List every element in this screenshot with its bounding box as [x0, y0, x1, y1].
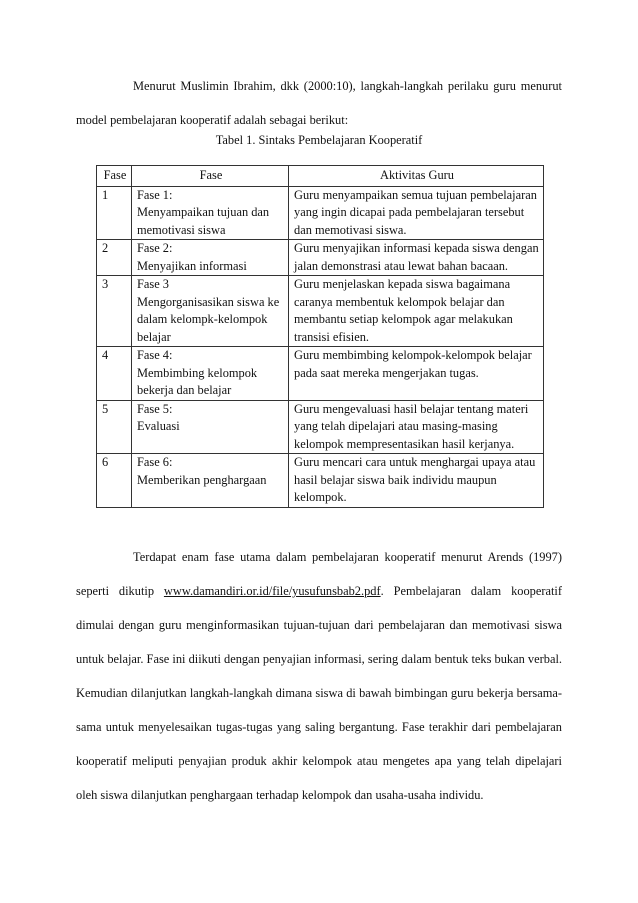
source-link[interactable]: www.damandiri.or.id/file/yusufunsbab2.pdf: [163, 584, 381, 598]
phase-cell: [132, 186, 289, 240]
activity-cell: Guru membimbing kelompok-kelompok belajar pada saat mereka mengerjakan tugas.: [289, 347, 544, 401]
phase-label: Fase 1:: [137, 187, 173, 202]
phase-label: Fase 5:: [137, 401, 173, 416]
table-caption: Tabel 1. Sintaks Pembelajaran Kooperatif: [215, 133, 423, 147]
header-aktivitas-guru: Aktivitas Guru: [289, 166, 544, 187]
body-text-after-link: . Pembelajaran dalam kooperatif dimulai dengan guru menginformasikan tujuan-tujuan dari pembelajaran dan memotivasi siswa untuk belajar. Fase ini diikuti dengan penyajian informasi, sering dalam bentuk teks bukan verbal. Kemudian dilanjutkan langkah-langkah dimana siswa di bawah bimbingan guru bekerja bersama-sama untuk menyelesaikan tugas-tugas yang saling bergantung. Fase terakhir dari pembelajaran kooperatif meliputi penyajian produk akhir kelompok atau mengetes apa yang telah dipelajari oleh siswa dilanjutkan penghargaan terhadap kelompok dan usaha-usaha individu.: [76, 584, 562, 802]
row-number: 3: [97, 276, 132, 347]
phase-name: Evaluasi: [137, 419, 180, 433]
activity-cell: Guru menyajikan informasi kepada siswa dengan jalan demonstrasi atau lewat bahan bacaan.: [289, 240, 544, 276]
body-text-before-link: Terdapat enam fase utama dalam pembelajaran kooperatif menurut Arends (1997) seperti dikutip: [76, 550, 562, 598]
row-number: 4: [97, 347, 132, 401]
header-fase: Fase: [132, 166, 289, 187]
table-row: [97, 186, 544, 240]
row-number: 5: [97, 400, 132, 454]
phase-cell: [132, 347, 289, 401]
table-row: [97, 240, 544, 276]
activity-cell: Guru mencari cara untuk menghargai upaya atau hasil belajar siswa baik individu maupun kelompok.: [289, 454, 544, 508]
phase-name: Memberikan penghargaan: [137, 472, 267, 487]
table-header-row: [97, 166, 544, 187]
sintaks-table: [96, 165, 544, 508]
phase-cell: [132, 276, 289, 347]
phase-cell: [132, 240, 289, 276]
phase-cell: [132, 400, 289, 454]
row-number: 6: [97, 454, 132, 508]
phase-label: Fase 3: [137, 277, 170, 291]
phase-label: Fase 6:: [137, 455, 173, 469]
table-row: [97, 400, 544, 454]
activity-cell: Guru menjelaskan kepada siswa bagaimana caranya membentuk kelompok belajar dan membantu setiap kelompok agar melakukan transisi efisien.: [289, 276, 544, 347]
body-paragraph: [76, 540, 562, 812]
phase-name: Menyampaikan tujuan dan memotivasi siswa: [137, 205, 270, 237]
intro-paragraph: Menurut Muslimin Ibrahim, dkk (2000:10), langkah-langkah perilaku guru menurut model pembelajaran kooperatif adalah sebagai berikut:: [76, 79, 562, 127]
header-fase-no: Fase: [97, 166, 132, 187]
phase-name: Menyajikan informasi: [137, 258, 247, 273]
table-row: [97, 347, 544, 401]
row-number: 1: [97, 186, 132, 240]
row-number: 2: [97, 240, 132, 276]
phase-label: Fase 4:: [137, 348, 173, 362]
table-row: [97, 276, 544, 347]
table-row: [97, 454, 544, 508]
phase-name: Mengorganisasikan siswa ke dalam kelompk-kelompok belajar: [137, 294, 280, 344]
activity-cell: Guru mengevaluasi hasil belajar tentang materi yang telah dipelajari atau masing-masing kelompok mempresentasikan hasil kerjanya.: [289, 400, 544, 454]
activity-cell: Guru menyampaikan semua tujuan pembelajaran yang ingin dicapai pada pembelajaran tersebut dan memotivasi siswa.: [289, 186, 544, 240]
phase-name: Membimbing kelompok bekerja dan belajar: [137, 365, 258, 397]
phase-cell: [132, 454, 289, 508]
phase-label: Fase 2:: [137, 241, 173, 255]
